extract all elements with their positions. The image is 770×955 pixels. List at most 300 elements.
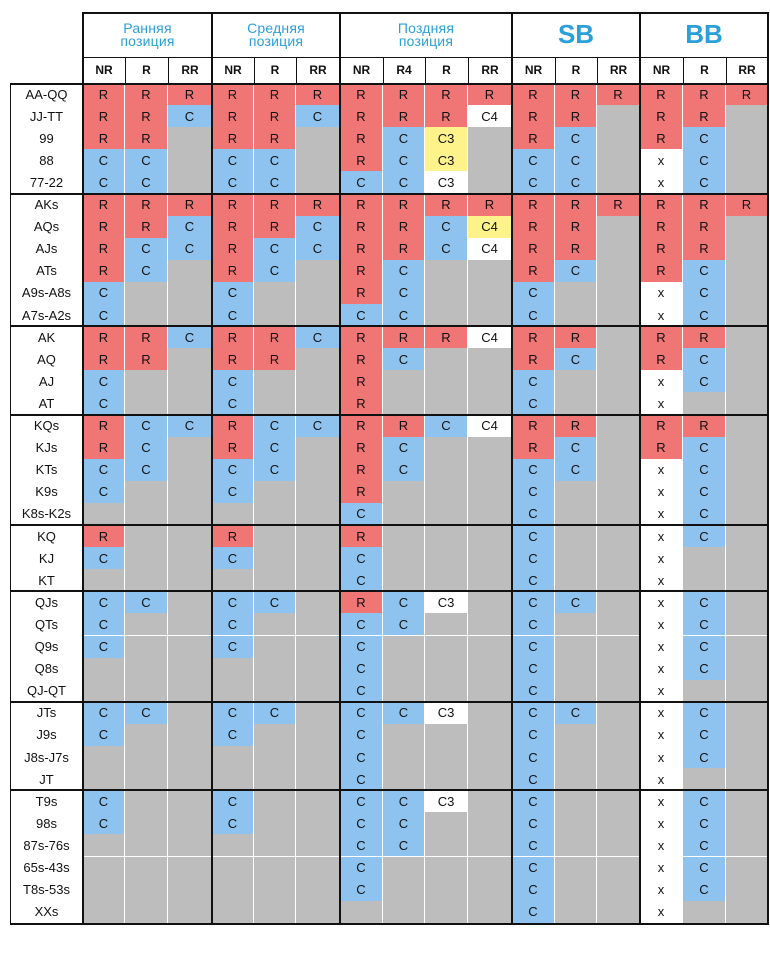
range-cell: C (512, 304, 555, 327)
grid-line (125, 57, 126, 83)
range-cell: C (555, 127, 597, 150)
range-cell: R (212, 105, 254, 128)
range-cell: C (512, 591, 555, 614)
range-cell: C (296, 105, 340, 128)
range-cell: C (83, 459, 125, 482)
range-cell: R (640, 415, 683, 438)
range-cell (597, 149, 640, 172)
range-cell (468, 702, 512, 725)
hand-label: AK (37, 329, 56, 345)
range-cell (597, 834, 640, 857)
range-cell: R (555, 415, 597, 438)
range-cell: R (512, 415, 555, 438)
range-cell: R (640, 127, 683, 150)
range-cell: C (383, 127, 425, 150)
range-cell (125, 857, 168, 880)
range-cell (555, 746, 597, 769)
range-cell: C (125, 459, 168, 482)
column-header: RR (609, 63, 628, 77)
group-header-line: Поздняя (397, 19, 455, 36)
range-cell (425, 569, 468, 592)
range-cell: C (683, 834, 726, 857)
range-cell (555, 834, 597, 857)
range-cell: x (640, 790, 683, 813)
range-cell: C (296, 216, 340, 239)
range-cell (296, 525, 340, 548)
range-cell: C (340, 613, 383, 636)
range-cell: C (683, 812, 726, 835)
range-cell (425, 503, 468, 526)
range-cell: C (512, 636, 555, 659)
range-cell (168, 613, 212, 636)
range-cell: R (212, 127, 254, 150)
range-cell: R (383, 105, 425, 128)
range-cell: C (683, 790, 726, 813)
range-cell (468, 879, 512, 902)
range-cell: R (83, 127, 125, 150)
range-cell: C (340, 658, 383, 681)
range-cell: x (640, 901, 683, 924)
range-cell (254, 857, 296, 880)
range-cell (468, 680, 512, 703)
range-cell: x (640, 834, 683, 857)
range-cell (597, 171, 640, 194)
range-cell: C (340, 569, 383, 592)
range-cell (296, 503, 340, 526)
range-cell: R (597, 83, 640, 106)
range-cell: C (168, 238, 212, 261)
range-cell (83, 857, 125, 880)
range-cell (383, 724, 425, 747)
range-cell (296, 591, 340, 614)
range-cell (125, 901, 168, 924)
hand-label: AA-QQ (25, 86, 68, 102)
range-cell: R (340, 83, 383, 106)
range-cell: R (340, 525, 383, 548)
range-cell (555, 282, 597, 305)
range-cell: R (683, 415, 726, 438)
range-cell: R (683, 105, 726, 128)
range-cell: R (683, 238, 726, 261)
range-cell: C (555, 591, 597, 614)
range-cell (726, 768, 768, 791)
range-cell (468, 437, 512, 460)
range-cell (726, 525, 768, 548)
range-cell (468, 171, 512, 194)
group-header (212, 12, 340, 57)
range-cell: R (168, 83, 212, 106)
range-cell (212, 569, 254, 592)
range-cell: R (383, 415, 425, 438)
range-cell (125, 481, 168, 504)
range-cell: C (168, 326, 212, 349)
range-cell: x (640, 768, 683, 791)
range-cell (468, 282, 512, 305)
range-cell: C (683, 282, 726, 305)
range-cell (597, 879, 640, 902)
range-cell: C (168, 216, 212, 239)
range-cell: C (683, 879, 726, 902)
range-cell: R (254, 127, 296, 150)
range-cell (726, 613, 768, 636)
range-cell: C3 (425, 702, 468, 725)
range-cell: C (683, 481, 726, 504)
range-cell: C3 (425, 171, 468, 194)
range-cell (726, 724, 768, 747)
range-cell (254, 392, 296, 415)
range-cell (597, 392, 640, 415)
range-cell (254, 658, 296, 681)
range-cell: R (383, 238, 425, 261)
range-cell (254, 304, 296, 327)
range-cell (125, 525, 168, 548)
range-cell (597, 658, 640, 681)
grid-line (10, 83, 11, 923)
range-cell (683, 901, 726, 924)
range-cell: R (340, 127, 383, 150)
range-cell (597, 525, 640, 548)
range-cell: C (254, 260, 296, 283)
range-cell (168, 392, 212, 415)
hand-label: A7s-A2s (21, 307, 72, 323)
grid-line (683, 57, 684, 83)
range-cell: C (212, 171, 254, 194)
range-cell: R (83, 260, 125, 283)
range-cell (597, 790, 640, 813)
range-cell: x (640, 525, 683, 548)
range-cell (425, 901, 468, 924)
grid-line (597, 57, 598, 83)
range-cell (726, 459, 768, 482)
range-cell: R (555, 194, 597, 217)
range-cell: C (555, 702, 597, 725)
range-cell: R (512, 260, 555, 283)
range-cell: R (125, 326, 168, 349)
range-cell (254, 282, 296, 305)
hand-label: 98s (36, 815, 57, 831)
range-cell: R (83, 415, 125, 438)
range-cell: R (640, 348, 683, 371)
range-cell (296, 547, 340, 570)
range-cell: R (83, 194, 125, 217)
range-cell: R (83, 105, 125, 128)
grid-line (10, 83, 768, 85)
range-cell: C4 (468, 216, 512, 239)
range-cell (212, 834, 254, 857)
range-cell: C (254, 702, 296, 725)
range-cell: C (212, 812, 254, 835)
range-cell: C (340, 171, 383, 194)
hand-label: KQs (33, 418, 60, 434)
range-cell (555, 392, 597, 415)
range-cell (468, 525, 512, 548)
grid-line (296, 57, 297, 83)
range-cell (296, 901, 340, 924)
range-cell (555, 680, 597, 703)
range-cell (468, 857, 512, 880)
range-cell (212, 901, 254, 924)
column-header: NR (352, 63, 371, 77)
range-cell: C (683, 724, 726, 747)
range-cell: x (640, 591, 683, 614)
range-cell: x (640, 636, 683, 659)
range-cell (168, 680, 212, 703)
range-cell (425, 879, 468, 902)
range-cell (726, 171, 768, 194)
range-cell: C3 (425, 127, 468, 150)
hand-label: K8s-K2s (21, 506, 72, 522)
range-cell: C (383, 459, 425, 482)
grid-line (555, 57, 556, 83)
range-cell: C (512, 724, 555, 747)
range-cell: C (125, 171, 168, 194)
range-cell: R (383, 326, 425, 349)
range-cell (83, 834, 125, 857)
range-cell (296, 260, 340, 283)
range-cell: C (512, 547, 555, 570)
range-cell (125, 304, 168, 327)
range-cell: C (212, 724, 254, 747)
range-cell (254, 503, 296, 526)
range-cell: R (254, 105, 296, 128)
range-cell (597, 901, 640, 924)
range-cell (597, 636, 640, 659)
range-cell: C (383, 834, 425, 857)
range-cell: C (83, 171, 125, 194)
range-cell: C (555, 348, 597, 371)
range-cell: C (512, 901, 555, 924)
range-cell (726, 437, 768, 460)
hand-label: T8s-53s (23, 882, 70, 898)
range-cell (683, 547, 726, 570)
range-cell (168, 127, 212, 150)
range-cell (296, 746, 340, 769)
range-cell (83, 901, 125, 924)
range-cell: x (640, 613, 683, 636)
range-cell (212, 658, 254, 681)
range-cell: R (254, 194, 296, 217)
range-cell: C (555, 149, 597, 172)
hand-label: KTs (35, 462, 58, 478)
column-header: R (700, 63, 709, 77)
range-cell: C (340, 879, 383, 902)
range-cell (168, 724, 212, 747)
range-cell (296, 149, 340, 172)
range-cell (296, 812, 340, 835)
range-cell (168, 149, 212, 172)
range-cell: R (83, 238, 125, 261)
range-cell (468, 260, 512, 283)
grid-line (639, 12, 641, 925)
range-cell: C (555, 171, 597, 194)
hand-label: AQ (37, 351, 56, 367)
range-cell: C (125, 437, 168, 460)
range-cell: C (83, 304, 125, 327)
range-cell: R (640, 216, 683, 239)
range-cell (726, 680, 768, 703)
range-cell (555, 370, 597, 393)
range-cell: C (125, 415, 168, 438)
range-cell (726, 857, 768, 880)
range-cell (383, 768, 425, 791)
range-cell: C (383, 171, 425, 194)
range-cell: C (212, 636, 254, 659)
range-cell (254, 370, 296, 393)
range-cell (125, 724, 168, 747)
range-cell (83, 768, 125, 791)
range-cell (555, 613, 597, 636)
column-header: NR (224, 63, 242, 77)
range-cell (726, 547, 768, 570)
range-cell (212, 768, 254, 791)
range-cell (254, 525, 296, 548)
range-cell (425, 746, 468, 769)
range-cell (425, 724, 468, 747)
grid-line (425, 57, 426, 83)
range-cell (168, 503, 212, 526)
range-cell (555, 503, 597, 526)
range-cell (726, 812, 768, 835)
range-cell (683, 680, 726, 703)
hand-label: JT (39, 771, 54, 787)
column-header: NR (524, 63, 543, 77)
column-header: R (270, 63, 280, 77)
range-cell (597, 857, 640, 880)
range-cell: C (125, 149, 168, 172)
range-cell (468, 636, 512, 659)
grid-line (468, 57, 469, 83)
hand-label: XXs (34, 904, 59, 920)
range-cell: C (512, 171, 555, 194)
range-cell: C (125, 260, 168, 283)
range-cell: C (212, 547, 254, 570)
range-cell (125, 282, 168, 305)
range-cell: R (683, 83, 726, 106)
range-cell (296, 834, 340, 857)
range-cell (597, 680, 640, 703)
range-cell (296, 569, 340, 592)
range-cell: C (254, 415, 296, 438)
group-header-line: позиция (248, 32, 304, 49)
range-cell: R (512, 83, 555, 106)
range-cell (425, 370, 468, 393)
group-header-line: Ранняя (123, 19, 172, 36)
grid-line (168, 57, 169, 83)
hand-label: AJs (35, 241, 58, 257)
range-cell (597, 304, 640, 327)
range-cell (168, 746, 212, 769)
range-cell (726, 282, 768, 305)
range-cell: C (83, 392, 125, 415)
range-cell: C (212, 370, 254, 393)
range-cell: R (640, 194, 683, 217)
range-cell: C (512, 481, 555, 504)
range-cell (597, 481, 640, 504)
range-cell (383, 481, 425, 504)
range-cell: R (83, 83, 125, 106)
range-cell: C (512, 658, 555, 681)
range-cell (726, 415, 768, 438)
range-cell (468, 613, 512, 636)
hand-label: AQs (33, 219, 60, 235)
range-cell (425, 304, 468, 327)
range-cell: R (340, 392, 383, 415)
range-cell (597, 613, 640, 636)
range-cell: R (425, 83, 468, 106)
range-cell (726, 503, 768, 526)
range-cell: R (640, 260, 683, 283)
range-cell (296, 879, 340, 902)
group-header-label (247, 19, 305, 49)
range-cell (597, 768, 640, 791)
range-cell (383, 879, 425, 902)
range-cell (125, 658, 168, 681)
range-cell: C4 (468, 238, 512, 261)
range-cell (468, 790, 512, 813)
grid-line (10, 701, 768, 703)
hand-label: 65s-43s (23, 860, 70, 876)
range-cell (726, 238, 768, 261)
range-cell: C (125, 591, 168, 614)
range-cell (254, 879, 296, 902)
range-cell: C (683, 702, 726, 725)
range-cell: C (296, 238, 340, 261)
range-cell (125, 790, 168, 813)
hand-label: 87s-76s (23, 837, 70, 853)
range-cell: C (212, 702, 254, 725)
range-cell (212, 680, 254, 703)
range-cell (254, 547, 296, 570)
range-cell: C (683, 171, 726, 194)
range-cell: C (83, 636, 125, 659)
range-cell: x (640, 171, 683, 194)
range-cell: R (125, 216, 168, 239)
range-cell: C (168, 415, 212, 438)
group-header-label (685, 19, 723, 50)
range-cell: R (640, 326, 683, 349)
grid-line (211, 12, 213, 925)
range-cell (125, 879, 168, 902)
range-cell (168, 547, 212, 570)
range-cell: x (640, 481, 683, 504)
range-cell (726, 260, 768, 283)
range-cell: C (340, 768, 383, 791)
range-cell: x (640, 459, 683, 482)
grid-line (254, 57, 255, 83)
range-cell: R (212, 238, 254, 261)
range-cell (254, 569, 296, 592)
range-cell: C (212, 459, 254, 482)
range-cell: R (340, 481, 383, 504)
range-cell (683, 569, 726, 592)
range-cell (425, 260, 468, 283)
range-cell (383, 857, 425, 880)
range-cell (425, 348, 468, 371)
range-cell: C (212, 613, 254, 636)
range-cell (296, 768, 340, 791)
range-cell (597, 415, 640, 438)
range-cell (555, 901, 597, 924)
hand-label: T9s (35, 793, 58, 809)
range-cell (597, 547, 640, 570)
column-header: RR (738, 63, 756, 77)
range-cell: C3 (425, 790, 468, 813)
range-cell (726, 658, 768, 681)
range-cell: R (212, 326, 254, 349)
range-cell (254, 680, 296, 703)
grid-line (10, 325, 768, 327)
range-cell (555, 304, 597, 327)
